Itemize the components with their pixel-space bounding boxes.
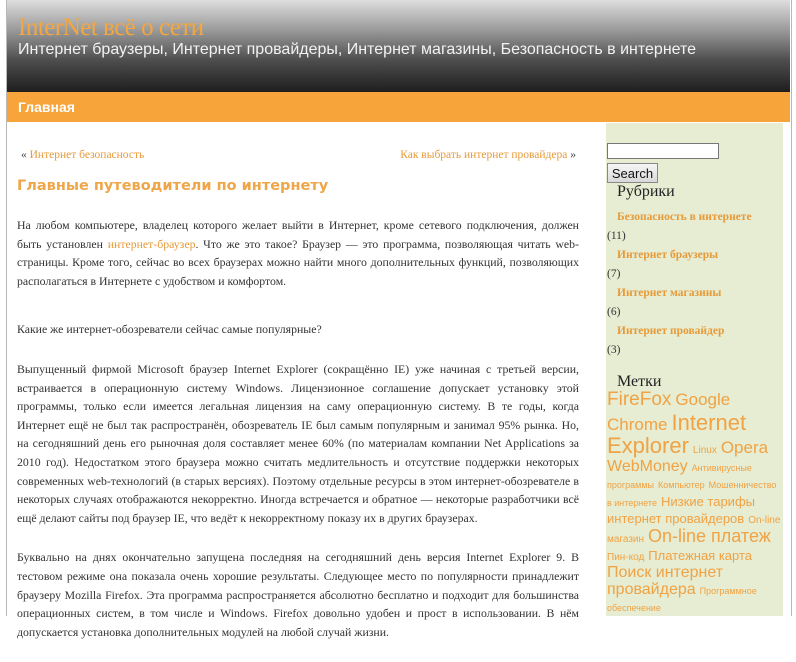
category-shops-count: (6) [607, 306, 621, 318]
tag-link[interactable]: Opera [720, 438, 769, 458]
category-security-link[interactable]: Безопасность в интернете [617, 211, 752, 223]
tag-link[interactable]: Google [675, 390, 731, 409]
site-header [7, 0, 790, 92]
category-shops-link[interactable]: Интернет магазины [617, 287, 722, 299]
category-provider-count: (3) [607, 344, 621, 356]
browser-link[interactable]: интернет-браузер [107, 236, 196, 251]
prev-post-link[interactable]: Интернет безопасность [29, 149, 145, 161]
tag-link[interactable]: Поиск интернет провайдера [607, 563, 724, 599]
p1-text-a: На любом компьютере, владелец которого желает выйти в Интернет, кроме сетевого подключения, должен быть установлен [17, 218, 579, 251]
tag-link[interactable]: Chrome [607, 414, 668, 434]
tag-link[interactable]: On-line платеж [648, 526, 771, 547]
tag-link[interactable]: FireFox [607, 389, 672, 410]
tag-cloud [607, 390, 783, 616]
category-provider-link[interactable]: Интернет провайдер [617, 325, 725, 337]
tag-link[interactable]: Низкие тарифы интернет провайдеров [607, 493, 755, 526]
post-body [17, 216, 579, 662]
prev-post-nav [21, 149, 144, 161]
site-title[interactable]: InterNet всё о сети [18, 14, 204, 41]
next-arrow: » [570, 149, 576, 161]
next-post-nav [400, 149, 576, 161]
post-paragraph-3: Выпущенный фирмой Microsoft браузер Internet Explorer (сокращённо IE) уже начиная с третьей версии, встраивается в операционную систему Windows. Лицензионное соглашение допускает установку этой программы, только если имеется легальная лицензия на саму операционную систему. В те годы, когда Интернет ещё не был так распространён, обозреватель IE был самым популярным и занимал 95% рынка. Но, на сегодняшний день его рыночная доля составляет менее 60% (по материалам компании Net Applications за 2010 год). Недостатком этого браузера можно считать медлительность и отсутствие поддержки некоторых современных web-технологий (в старых версиях). Поэтому отдельные ресурсы в этом интернет-обозревателе в некоторых случаях отображаются некорректно. Иногда встречается и обратное — некоторые разработчики всё ещё делают сайты под браузер IE, что ведёт к некорректному показу их в других браузерах. [17, 361, 579, 525]
search-input[interactable] [607, 143, 719, 159]
tag-link[interactable]: On-line магазин [607, 514, 781, 546]
prev-arrow: « [21, 149, 27, 161]
search-button[interactable]: Search [607, 163, 658, 183]
sidebar [606, 123, 783, 616]
post-paragraph-4: Буквально на днях окончательно запущена последняя на сегодняшний день версия Internet Explorer 9. В тестовом режиме она показала очень хорошие результаты. Следующее место по популярности принадлежит браузеру Mozilla Firefox. Эта программа распространяется абсолютно бесплатно и подходит для большинства операционных систем, в том числе и Windows. Firefox довольно удобен и прост в использовании. В нём допускается установка дополнительных модулей на любой случай жизни. [17, 550, 579, 639]
post-paragraph-2: Какие же интернет-обозреватели сейчас самые популярные? [17, 322, 322, 337]
tag-link[interactable]: WebMoney [607, 458, 688, 476]
category-browsers-count: (7) [607, 268, 621, 280]
tag-link[interactable]: Пин-код [607, 551, 645, 563]
site-description: Интернет браузеры, Интернет провайдеры, Интернет магазины, Безопасность в интернете [18, 41, 697, 58]
tag-link[interactable]: Internet Explorer [607, 409, 747, 459]
tags-heading: Метки [617, 373, 662, 390]
post-paragraph-1 [17, 216, 579, 290]
nav-bar [7, 92, 790, 123]
category-security-count: (11) [607, 230, 626, 242]
next-post-link[interactable]: Как выбрать интернет провайдера [400, 149, 568, 161]
nav-home-link[interactable]: Главная [18, 99, 75, 115]
p1-text-b: . Что же это такое? Браузер — это программа, позволяющая читать web-страницы. Кроме того, сейчас во всех браузерах можно найти много дополнительных функций, позволяющих располагаться в Интернете с удобством и комфортом. [17, 236, 579, 288]
tag-link[interactable]: Платежная карта [648, 547, 753, 563]
tag-link[interactable]: Программное обеспечение [607, 586, 757, 614]
tag-link[interactable]: Linux [692, 445, 717, 457]
category-browsers-link[interactable]: Интернет браузеры [617, 249, 719, 261]
post-title[interactable]: Главные путеводители по интернету [17, 178, 329, 194]
tag-link[interactable]: Компьютер [658, 480, 705, 491]
tag-link[interactable]: Антивирусные программы [607, 463, 752, 491]
categories-heading: Рубрики [617, 183, 675, 200]
tag-link[interactable]: Мошенничество в интернете [607, 480, 777, 508]
